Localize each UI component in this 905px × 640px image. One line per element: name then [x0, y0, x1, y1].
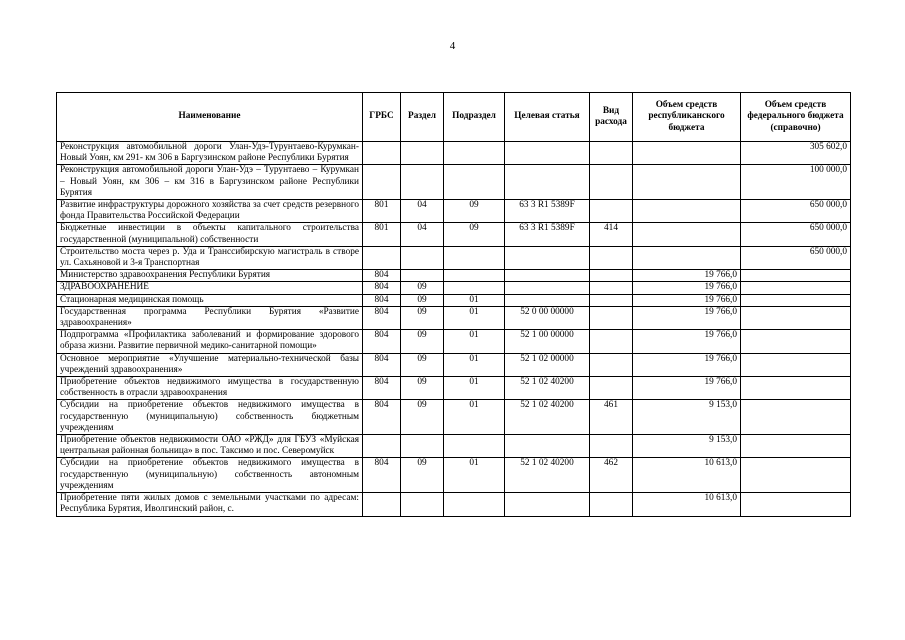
cell-name: Приобретение пяти жилых домов с земельными участками по адресам: Республика Бурятия, Иволгинский район, с. [57, 493, 363, 516]
cell-rep-budget [633, 246, 741, 269]
cell-razdel: 04 [401, 200, 444, 223]
cell-vid [590, 270, 633, 282]
cell-razdel [401, 270, 444, 282]
table-row [57, 458, 851, 493]
cell-name: Основное мероприятие «Улучшение материально-технической базы учреждений здравоохранения» [57, 353, 363, 376]
cell-podrazdel: 09 [444, 200, 505, 223]
cell-vid [590, 294, 633, 306]
cell-fed-budget [741, 353, 851, 376]
table-row [57, 353, 851, 376]
cell-rep-budget: 19 766,0 [633, 377, 741, 400]
header-podrazdel: Подраздел [444, 93, 505, 142]
cell-vid: 461 [590, 400, 633, 435]
cell-name: Стационарная медицинская помощь [57, 294, 363, 306]
cell-grbs: 804 [363, 270, 401, 282]
table-row [57, 200, 851, 223]
cell-name: Развитие инфраструктуры дорожного хозяйства за счет средств резервного фонда Правительства Российской Федерации [57, 200, 363, 223]
cell-statya: 52 1 02 40200 [505, 400, 590, 435]
cell-vid [590, 165, 633, 200]
cell-fed-budget [741, 294, 851, 306]
cell-vid: 462 [590, 458, 633, 493]
cell-name: Субсидии на приобретение объектов недвижимого имущества в государственную (муниципальную) собственность автономным учреждениям [57, 458, 363, 493]
cell-razdel [401, 165, 444, 200]
table-row [57, 270, 851, 282]
cell-podrazdel: 01 [444, 330, 505, 353]
cell-vid [590, 246, 633, 269]
cell-grbs: 804 [363, 377, 401, 400]
cell-razdel: 09 [401, 377, 444, 400]
cell-fed-budget [741, 270, 851, 282]
cell-rep-budget [633, 223, 741, 246]
cell-rep-budget [633, 142, 741, 165]
cell-razdel: 09 [401, 306, 444, 329]
cell-podrazdel: 01 [444, 353, 505, 376]
cell-rep-budget [633, 165, 741, 200]
cell-name: Реконструкция автомобильной дороги Улан-Удэ – Турунтаево – Курумкан – Новый Уоян, км 306 – км 316 в Баргузинском районе Республики Бурятия [57, 165, 363, 200]
budget-table [56, 92, 851, 517]
cell-grbs [363, 142, 401, 165]
table-row [57, 142, 851, 165]
cell-name: Подпрограмма «Профилактика заболеваний и формирование здорового образа жизни. Развитие первичной медико-санитарной помощи» [57, 330, 363, 353]
cell-grbs: 801 [363, 200, 401, 223]
cell-razdel: 04 [401, 223, 444, 246]
cell-razdel: 09 [401, 282, 444, 294]
table-row [57, 282, 851, 294]
header-razdel: Раздел [401, 93, 444, 142]
page-number: 4 [449, 40, 456, 52]
table-row [57, 165, 851, 200]
table-row [57, 330, 851, 353]
cell-name: Приобретение объектов недвижимого имущества в государственную собственность в отрасли здравоохранения [57, 377, 363, 400]
header-rep-budget: Объем средств республиканского бюджета [633, 93, 741, 142]
cell-vid [590, 306, 633, 329]
table-row [57, 246, 851, 269]
cell-fed-budget [741, 306, 851, 329]
header-statya: Целевая статья [505, 93, 590, 142]
cell-fed-budget [741, 400, 851, 435]
cell-grbs: 804 [363, 330, 401, 353]
table-row [57, 294, 851, 306]
cell-grbs: 804 [363, 294, 401, 306]
cell-podrazdel: 09 [444, 223, 505, 246]
header-name: Наименование [57, 93, 363, 142]
cell-vid [590, 435, 633, 458]
table-body [57, 142, 851, 517]
cell-vid [590, 282, 633, 294]
cell-statya: 52 1 02 40200 [505, 377, 590, 400]
cell-rep-budget: 19 766,0 [633, 306, 741, 329]
table-row [57, 377, 851, 400]
cell-statya: 63 3 R1 5389F [505, 200, 590, 223]
cell-name: Бюджетные инвестиции в объекты капитального строительства государственной (муниципальной) собственности [57, 223, 363, 246]
cell-statya [505, 493, 590, 516]
cell-podrazdel [444, 282, 505, 294]
cell-fed-budget: 650 000,0 [741, 223, 851, 246]
cell-rep-budget: 19 766,0 [633, 282, 741, 294]
cell-statya [505, 165, 590, 200]
cell-statya: 52 0 00 00000 [505, 306, 590, 329]
cell-fed-budget: 305 602,0 [741, 142, 851, 165]
cell-grbs: 804 [363, 306, 401, 329]
cell-razdel: 09 [401, 353, 444, 376]
cell-grbs: 804 [363, 353, 401, 376]
header-vid: Вид расхода [590, 93, 633, 142]
cell-name: Приобретение объектов недвижимости ОАО «РЖД» для ГБУЗ «Муйская центральная районная больница» в пос. Таксимо и пос. Северомуйск [57, 435, 363, 458]
cell-razdel: 09 [401, 330, 444, 353]
cell-podrazdel: 01 [444, 400, 505, 435]
cell-statya: 52 1 00 00000 [505, 330, 590, 353]
cell-vid [590, 377, 633, 400]
cell-razdel: 09 [401, 294, 444, 306]
cell-fed-budget: 100 000,0 [741, 165, 851, 200]
cell-name: ЗДРАВООХРАНЕНИЕ [57, 282, 363, 294]
cell-fed-budget [741, 458, 851, 493]
cell-rep-budget: 19 766,0 [633, 330, 741, 353]
header-grbs: ГРБС [363, 93, 401, 142]
cell-name: Реконструкция автомобильной дороги Улан-Удэ-Турунтаево-Курумкан-Новый Уоян, км 291- км 306 в Баргузинском районе Республики Бурятия [57, 142, 363, 165]
cell-grbs: 804 [363, 458, 401, 493]
header-fed-budget: Объем средств федерального бюджета (справочно) [741, 93, 851, 142]
cell-name: Субсидии на приобретение объектов недвижимого имущества в государственную (муниципальную) собственность бюджетным учреждениям [57, 400, 363, 435]
cell-statya [505, 435, 590, 458]
cell-name: Государственная программа Республики Бурятия «Развитие здравоохранения» [57, 306, 363, 329]
cell-podrazdel: 01 [444, 377, 505, 400]
cell-grbs: 804 [363, 400, 401, 435]
cell-razdel [401, 142, 444, 165]
cell-podrazdel: 01 [444, 294, 505, 306]
cell-rep-budget: 10 613,0 [633, 493, 741, 516]
cell-rep-budget: 9 153,0 [633, 400, 741, 435]
table-row [57, 493, 851, 516]
cell-grbs [363, 435, 401, 458]
cell-podrazdel [444, 270, 505, 282]
cell-grbs [363, 493, 401, 516]
cell-podrazdel: 01 [444, 306, 505, 329]
cell-razdel: 09 [401, 400, 444, 435]
cell-rep-budget: 10 613,0 [633, 458, 741, 493]
cell-fed-budget [741, 330, 851, 353]
cell-podrazdel [444, 435, 505, 458]
cell-rep-budget: 19 766,0 [633, 270, 741, 282]
cell-statya: 52 1 02 40200 [505, 458, 590, 493]
table-row [57, 400, 851, 435]
cell-fed-budget: 650 000,0 [741, 200, 851, 223]
cell-statya: 52 1 02 00000 [505, 353, 590, 376]
table-row [57, 435, 851, 458]
cell-vid [590, 353, 633, 376]
cell-fed-budget [741, 377, 851, 400]
cell-vid [590, 493, 633, 516]
cell-name: Строительство моста через р. Уда и Транссибирскую магистраль в створе ул. Сахьяновой и 3-я Транспортная [57, 246, 363, 269]
cell-grbs [363, 246, 401, 269]
cell-rep-budget: 9 153,0 [633, 435, 741, 458]
cell-statya [505, 294, 590, 306]
cell-statya [505, 246, 590, 269]
cell-razdel [401, 246, 444, 269]
cell-podrazdel [444, 246, 505, 269]
cell-razdel [401, 493, 444, 516]
cell-razdel: 09 [401, 458, 444, 493]
cell-statya: 63 3 R1 5389F [505, 223, 590, 246]
table-row [57, 223, 851, 246]
cell-podrazdel [444, 142, 505, 165]
cell-fed-budget [741, 282, 851, 294]
cell-grbs: 804 [363, 282, 401, 294]
cell-razdel [401, 435, 444, 458]
cell-rep-budget [633, 200, 741, 223]
cell-fed-budget: 650 000,0 [741, 246, 851, 269]
cell-grbs [363, 165, 401, 200]
cell-grbs: 801 [363, 223, 401, 246]
table-row [57, 306, 851, 329]
cell-podrazdel: 01 [444, 458, 505, 493]
cell-statya [505, 142, 590, 165]
cell-statya [505, 270, 590, 282]
cell-vid: 414 [590, 223, 633, 246]
cell-podrazdel [444, 493, 505, 516]
cell-podrazdel [444, 165, 505, 200]
cell-fed-budget [741, 493, 851, 516]
cell-vid [590, 142, 633, 165]
cell-vid [590, 330, 633, 353]
cell-fed-budget [741, 435, 851, 458]
cell-vid [590, 200, 633, 223]
table-header-row [57, 93, 851, 142]
cell-statya [505, 282, 590, 294]
cell-rep-budget: 19 766,0 [633, 294, 741, 306]
cell-name: Министерство здравоохранения Республики Бурятия [57, 270, 363, 282]
cell-rep-budget: 19 766,0 [633, 353, 741, 376]
